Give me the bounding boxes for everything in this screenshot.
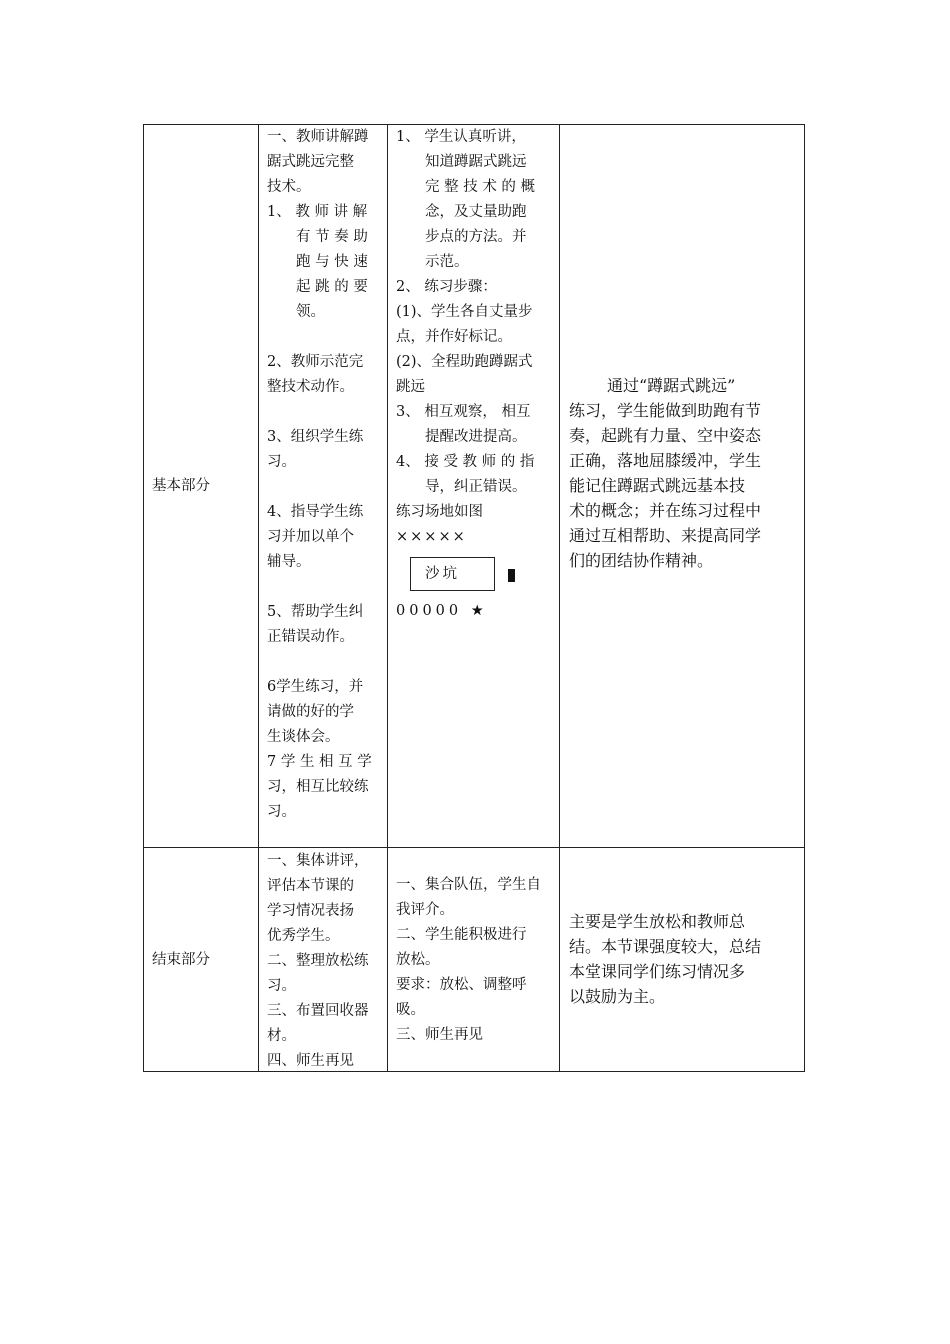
student-line: 二、学生能积极进行 [396, 927, 527, 943]
teacher-line: 优秀学生。 [267, 928, 340, 944]
goal-line: 主要是学生放松和教师总 [569, 912, 746, 931]
goal-line: 以鼓励为主。 [569, 987, 666, 1006]
teacher-line: 5、帮助学生纠 [267, 604, 364, 620]
teacher-line: 一、集体讲评， [267, 853, 369, 869]
teacher-line [267, 475, 381, 500]
table-border-bottom [143, 1071, 805, 1072]
student-line: 一、集合队伍，学生自 [396, 877, 541, 893]
goal-line: 通过互相帮助、来提高同学 [569, 526, 762, 545]
goal-line: 能记住蹲踞式跳远基本技 [569, 476, 746, 495]
teacher-line: 习，相互比较练 [267, 779, 369, 795]
student-line: 步点的方法。并 [425, 229, 527, 245]
section-label [152, 948, 210, 973]
teacher-line: 起 跳 的 要 [296, 279, 368, 295]
goal-line: 通过“蹲踞式跳远” [607, 376, 736, 395]
student-line: 3、 相互观察， 相互 [396, 404, 531, 420]
teacher-line: 三、布置回收器 [267, 1003, 369, 1019]
student-line: 放松。 [396, 952, 440, 968]
sand-pit-label: 沙坑 [425, 566, 460, 582]
teacher-activities [267, 849, 381, 1074]
teacher-line: 学习情况表扬 [267, 903, 354, 919]
student-line: (2)、全程助跑蹲踞式 [396, 354, 533, 370]
table-border-right [804, 124, 805, 1072]
teacher-line: 习。 [267, 454, 296, 470]
teacher-line: 4、指导学生练 [267, 504, 364, 520]
teacher-line: 1、 教 师 讲 解 [267, 204, 368, 220]
teacher-line: 生谈体会。 [267, 729, 340, 745]
student-line: 练习场地如图 [396, 504, 483, 520]
teacher-line: 材。 [267, 1028, 296, 1044]
student-line: 4、 接 受 教 师 的 指 [396, 454, 535, 470]
student-line: 完 整 技 术 的 概 [425, 179, 536, 195]
student-line: 念，及丈量助跑 [425, 204, 527, 220]
goal-line: 们的团结协作精神。 [569, 551, 714, 570]
teacher-line: 技术。 [267, 179, 311, 195]
runners-line: 00000 ★ [396, 603, 488, 619]
teacher-line: 一、教师讲解蹲 [267, 129, 369, 145]
teacher-line: 踞式跳远完整 [267, 154, 354, 170]
teacher-line: 习。 [267, 978, 296, 994]
student-line: 点，并作好标记。 [396, 329, 512, 345]
teacher-activities [267, 125, 381, 825]
teacher-line: 二、整理放松练 [267, 953, 369, 969]
teacher-line: 习。 [267, 804, 296, 820]
student-line: 提醒改进提高。 [425, 429, 527, 445]
teacher-line: 整技术动作。 [267, 379, 354, 395]
teacher-line [267, 650, 381, 675]
teacher-line [267, 400, 381, 425]
lesson-plan-table [143, 124, 805, 1072]
teacher-line: 请做的好的学 [267, 704, 354, 720]
goal-line: 奏，起跳有力量、空中姿态 [569, 426, 762, 445]
student-activities [396, 125, 556, 550]
student-line: 导，纠正错误。 [425, 479, 527, 495]
row-divider [143, 847, 805, 848]
teacher-line: 正错误动作。 [267, 629, 354, 645]
learning-goal [569, 373, 801, 573]
goal-line: 结。本节课强度较大，总结 [569, 937, 762, 956]
student-line: 吸。 [396, 1002, 425, 1018]
student-line: ××××× [396, 529, 467, 545]
goal-line: 练习，学生能做到助跑有节 [569, 401, 762, 420]
student-line: 跳远 [396, 379, 425, 395]
learning-goal [569, 909, 801, 1009]
teacher-line: 领。 [296, 304, 325, 320]
teacher-line [267, 325, 381, 350]
teacher-line: 习并加以单个 [267, 529, 354, 545]
goal-line: 本堂课同学们练习情况多 [569, 962, 746, 981]
student-line: 知道蹲踞式跳远 [425, 154, 527, 170]
student-line: (1)、学生各自丈量步 [396, 304, 533, 320]
teacher-line: 评估本节课的 [267, 878, 354, 894]
teacher-line: 2、教师示范完 [267, 354, 364, 370]
teacher-line [267, 575, 381, 600]
column-divider [559, 124, 560, 1072]
teacher-line: 四、师生再见 [267, 1053, 354, 1069]
teacher-line: 3、组织学生练 [267, 429, 364, 445]
section-name: 结束部分 [152, 952, 210, 968]
student-line: 2、 练习步骤： [396, 279, 497, 295]
student-line: 三、师生再见 [396, 1027, 483, 1043]
section-label [152, 474, 210, 499]
section-name: 基本部分 [152, 478, 210, 494]
student-line: 1、 学生认真听讲， [396, 129, 526, 145]
column-divider [258, 124, 259, 1072]
student-line: 要求：放松、调整呼 [396, 977, 527, 993]
teacher-line: 7 学 生 相 互 学 [267, 754, 372, 770]
column-divider [387, 124, 388, 1072]
teacher-line: 跑 与 快 速 [296, 254, 368, 270]
teacher-line: 有 节 奏 助 [296, 229, 368, 245]
takeoff-board-mark [508, 569, 515, 582]
goal-line: 正确，落地屈膝缓冲，学生 [569, 451, 762, 470]
table-border-left [143, 124, 144, 1072]
teacher-line: 辅导。 [267, 554, 311, 570]
sand-pit-diagram [410, 557, 495, 591]
goal-line: 术的概念；并在练习过程中 [569, 501, 762, 520]
student-line: 我评介。 [396, 902, 454, 918]
teacher-line: 6学生练习，并 [267, 679, 364, 695]
student-activities [396, 873, 556, 1048]
student-line: 示范。 [425, 254, 469, 270]
runner-row [396, 599, 488, 624]
